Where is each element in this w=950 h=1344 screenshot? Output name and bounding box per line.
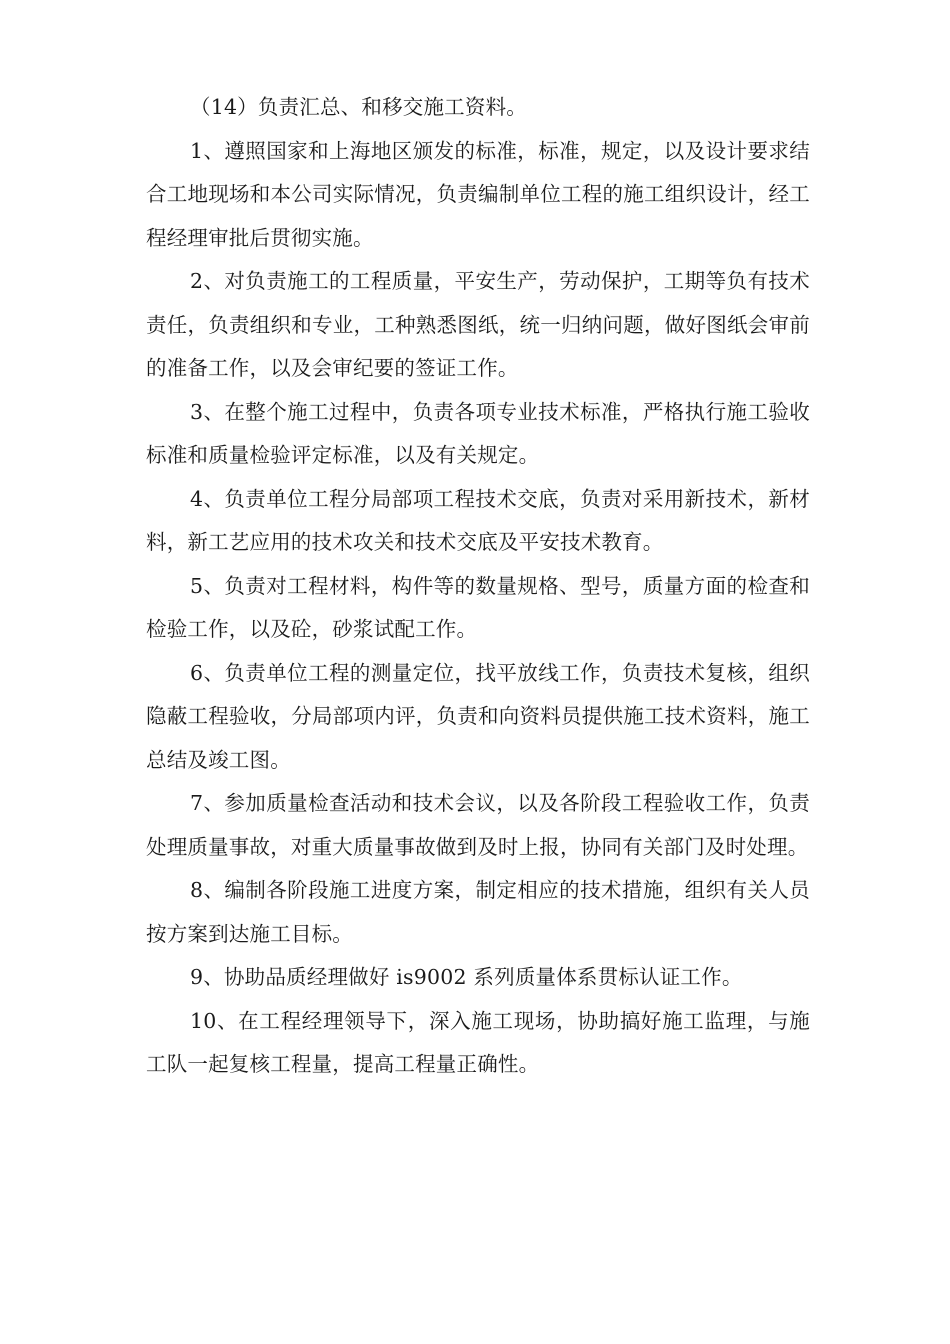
paragraph-duty-1: 1、遵照国家和上海地区颁发的标准，标准，规定，以及设计要求结合工地现场和本公司实际情况，负责编制单位工程的施工组织设计，经工程经理审批后贯彻实施。 [146, 138, 810, 250]
document-body [146, 86, 810, 1087]
paragraph-item-14: （14）负责汇总、和移交施工资料。 [190, 95, 527, 119]
paragraph-duty-3: 3、在整个施工过程中，负责各项专业技术标准，严格执行施工验收标准和质量检验评定标准，以及有关规定。 [146, 399, 810, 467]
paragraph-duty-6: 6、负责单位工程的测量定位，找平放线工作，负责技术复核，组织隐蔽工程验收，分局部项内评，负责和向资料员提供施工技术资料，施工总结及竣工图。 [146, 660, 810, 772]
paragraph-duty-10: 10、在工程经理领导下，深入施工现场，协助搞好施工监理，与施工队一起复核工程量，提高工程量正确性。 [146, 1008, 810, 1076]
paragraph-duty-7: 7、参加质量检查活动和技术会议，以及各阶段工程验收工作，负责处理质量事故，对重大质量事故做到及时上报，协同有关部门及时处理。 [146, 791, 810, 859]
paragraph-duty-8: 8、编制各阶段施工进度方案，制定相应的技术措施，组织有关人员按方案到达施工目标。 [146, 878, 810, 946]
paragraph-duty-4: 4、负责单位工程分局部项工程技术交底，负责对采用新技术，新材料，新工艺应用的技术攻关和技术交底及平安技术教育。 [146, 486, 810, 554]
paragraph-duty-2: 2、对负责施工的工程质量，平安生产，劳动保护，工期等负有技术责任，负责组织和专业，工种熟悉图纸，统一归纳问题，做好图纸会审前的准备工作，以及会审纪要的签证工作。 [146, 269, 810, 380]
paragraph-duty-5: 5、负责对工程材料，构件等的数量规格、型号，质量方面的检查和检验工作，以及砼，砂浆试配工作。 [146, 573, 810, 641]
paragraph-duty-9: 9、协助品质经理做好 is9002 系列质量体系贯标认证工作。 [190, 965, 743, 989]
